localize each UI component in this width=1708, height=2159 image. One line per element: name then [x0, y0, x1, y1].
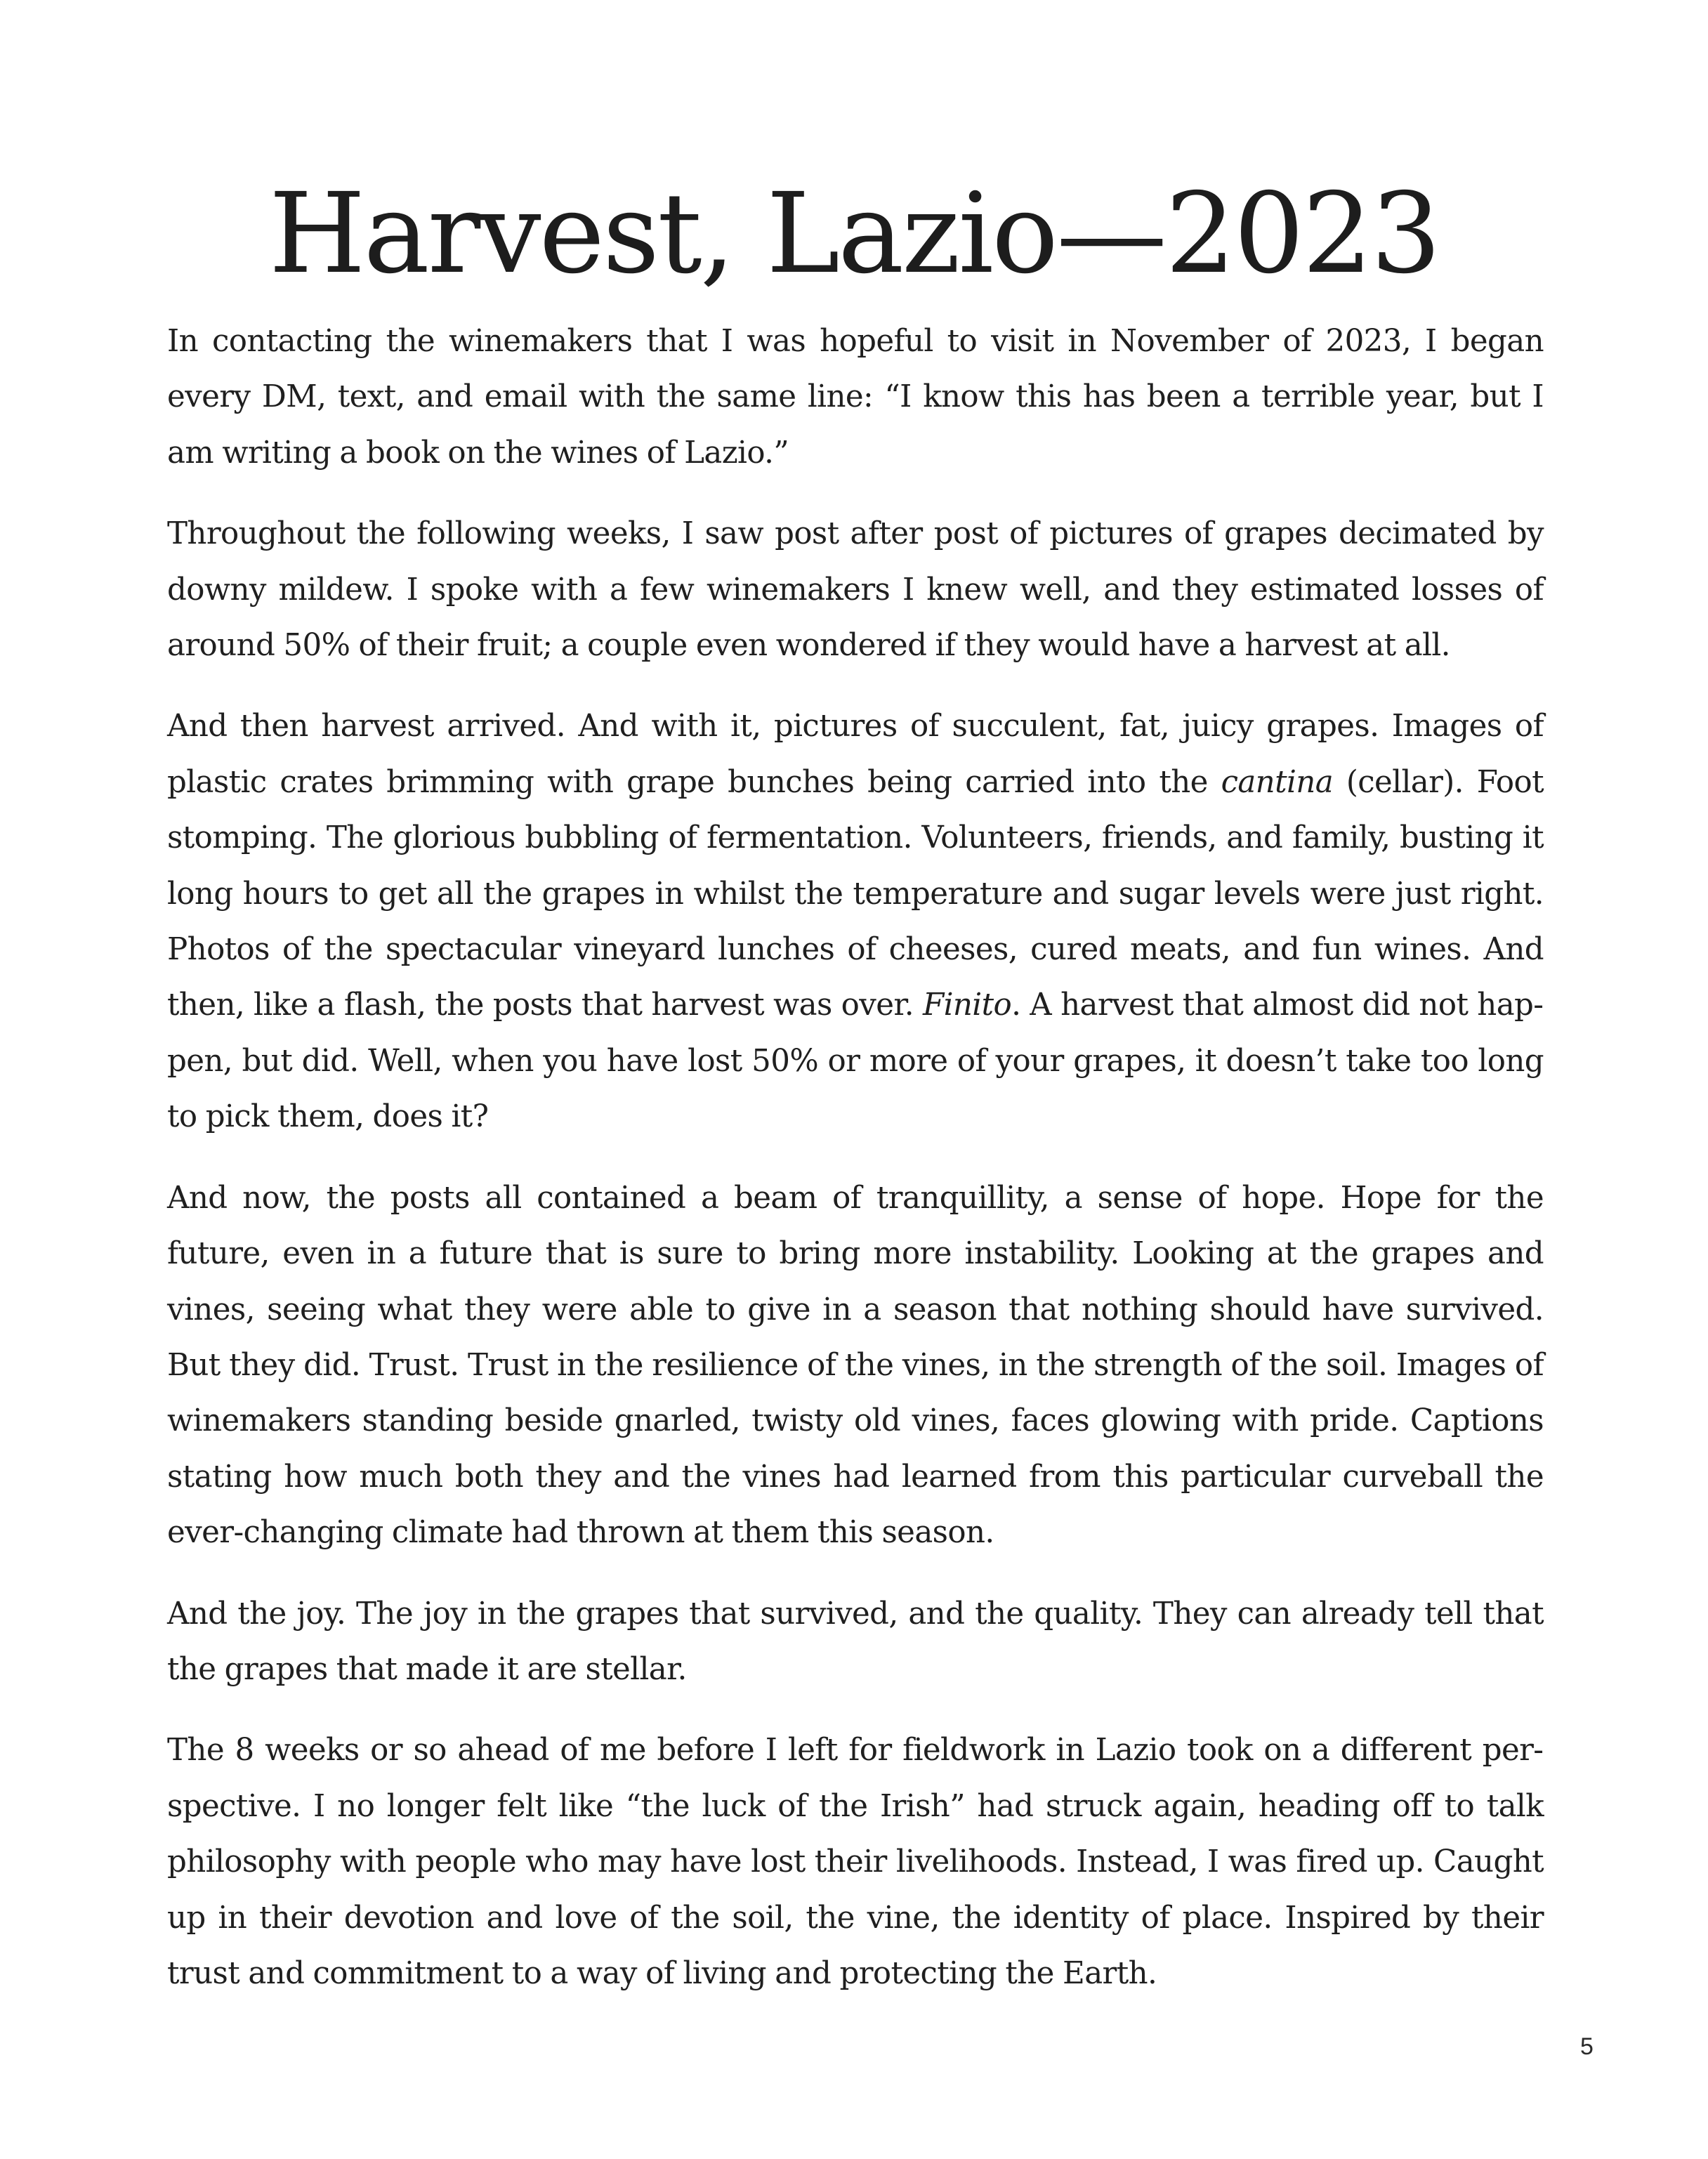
paragraph: And the joy. The joy in the grapes that survived, and the quality. They can already tell that the grapes that made it are stellar. — [167, 1596, 1544, 1687]
italic-term: Finito — [923, 987, 1012, 1023]
paragraph: In contacting the winemakers that I was hopeful to visit in November of 2023, I began every DM, text, and email with the same line: “I know this has been a terrible year, but I am writing a book on the wines of Lazio.” — [167, 324, 1544, 471]
chapter-title: Harvest, Lazio—2023 — [268, 169, 1440, 298]
paragraph-text: And then harvest arrived. And with it, pictures of succulent, fat, juicy grapes. Images of plastic crates brimming with grape bunches being carried into the — [167, 709, 1544, 800]
paragraph: And now, the posts all contained a beam of tranquillity, a sense of hope. Hope for the future, even in a future that is sure to bring more instability. Looking at the grapes and vines, seeing what they were able to give in a season that nothing should have survived. But they did. Trust. Trust in the resilience of the vines, in the strength of the soil. Images of winemakers standing beside gnarled, twisty old vines, faces glowing with pride. Captions stating how much both they and the vines had learned from this particular curveball the ever-changing climate had thrown at them this season. — [167, 1180, 1544, 1551]
paragraph-text: (cellar). Foot stomping. The glorious bubbling of fermentation. Volunteers, friends, and family, busting it long hours to get all the grapes in whilst the temperature and sugar levels were just right. Photos of the spectacular vineyard lunches of cheeses, cured meats, and fun wines. And then, like a flash, the posts that harvest was over. — [167, 764, 1544, 1023]
paragraph: Throughout the following weeks, I saw post after post of pictures of grapes decimated by downy mildew. I spoke with a few winemakers I knew well, and they estimated losses of around 50% of their fruit; a couple even wondered if they would have a harvest at all. — [167, 516, 1544, 664]
italic-term: cantina — [1221, 764, 1334, 800]
chapter-body — [167, 314, 1544, 2027]
page-number: 5 — [1580, 2033, 1594, 2060]
paragraph — [167, 699, 1544, 1145]
paragraph-text: . A harvest that almost did not happen, but did. Well, when you have lost 50% or more of your grapes, it doesn’t take too long to pick them, does it? — [167, 987, 1544, 1135]
paragraph: The 8 weeks or so ahead of me before I left for fieldwork in Lazio took on a different perspective. I no longer felt like “the luck of the Irish” had struck again, heading off to talk philosophy with people who may have lost their livelihoods. Instead, I was fired up. Caught up in their devotion and love of the soil, the vine, the identity of place. Inspired by their trust and commitment to a way of living and protecting the Earth. — [167, 1733, 1544, 1991]
